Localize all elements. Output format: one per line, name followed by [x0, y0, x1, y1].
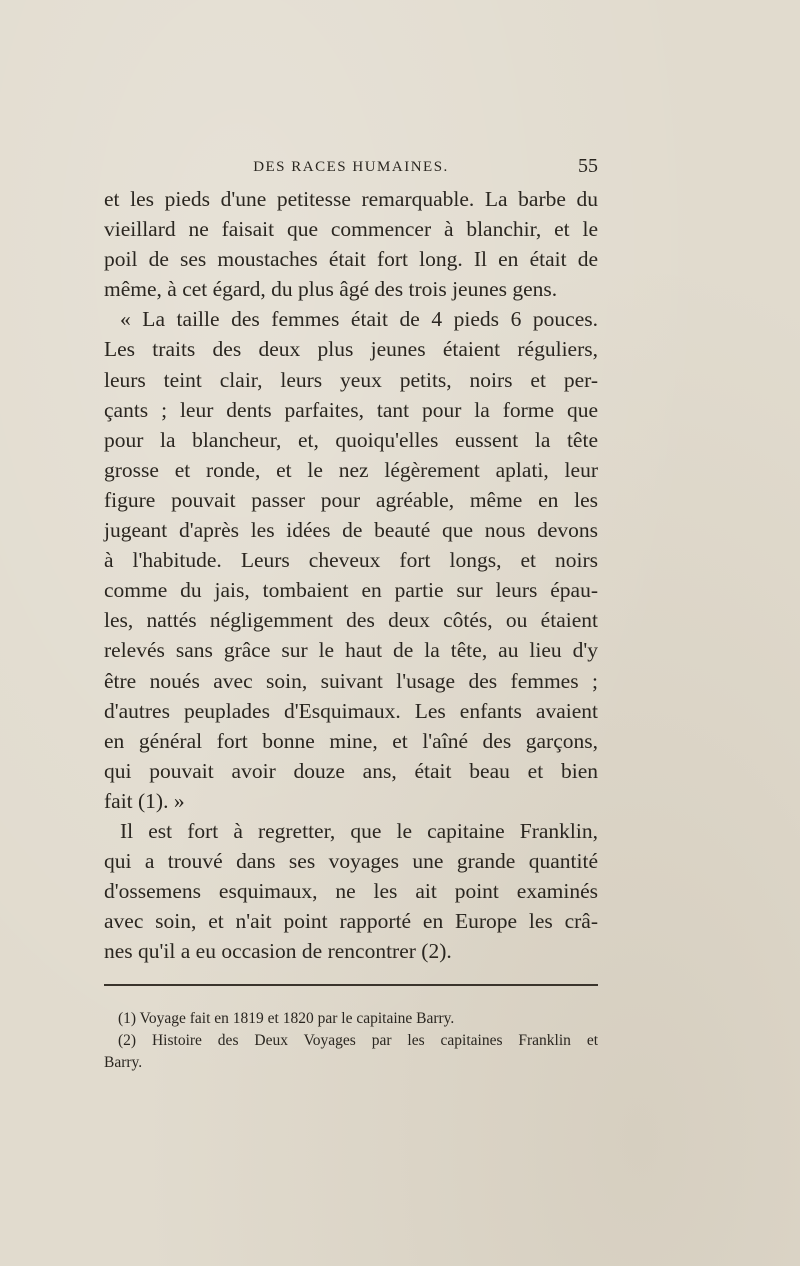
text-line: vieillard ne faisait que commencer à blanchir, et le [104, 217, 598, 242]
text-line: « La taille des femmes était de 4 pieds 6 pouces. [120, 307, 598, 332]
text-line: poil de ses moustaches était fort long. Il en était de [104, 247, 598, 272]
footnote-line: Barry. [104, 1054, 143, 1071]
text-line: nes qu'il a eu occasion de rencontrer (2). [104, 939, 452, 964]
text-line: à l'habitude. Leurs cheveux fort longs, et noirs [104, 548, 598, 573]
text-line: et les pieds d'une petitesse remarquable. La barbe du [104, 187, 598, 211]
text-line: qui a trouvé dans ses voyages une grande quantité [104, 849, 598, 874]
body-text [104, 184, 598, 966]
text-line: relevés sans grâce sur le haut de la tête, au lieu d'y [104, 638, 598, 663]
text-line: même, à cet égard, du plus âgé des trois jeunes gens. [104, 277, 558, 302]
text-line: grosse et ronde, et le nez légèrement aplati, leur [104, 457, 598, 482]
text-line: pour la blancheur, et, quoiqu'elles eussent la tête [104, 427, 598, 452]
text-line: Les traits des deux plus jeunes étaient réguliers, [104, 337, 598, 362]
footnote-divider [104, 984, 598, 986]
text-line: d'autres peuplades d'Esquimaux. Les enfants avaient [104, 698, 598, 723]
footnote-line: (1) Voyage fait en 1819 et 1820 par le capitaine Barry. [118, 1010, 455, 1027]
page-number: 55 [578, 155, 598, 177]
text-line: d'ossemens esquimaux, ne les ait point examinés [104, 879, 598, 904]
footnotes [104, 1008, 598, 1074]
running-title: DES RACES HUMAINES. [253, 159, 449, 175]
text-line: jugeant d'après les idées de beauté que nous devons [104, 518, 598, 543]
text-line: qui pouvait avoir douze ans, était beau et bien [104, 758, 598, 783]
footnote-line: (2) Histoire des Deux Voyages par les capitaines Franklin et [118, 1032, 598, 1049]
text-line: Il est fort à regretter, que le capitaine Franklin, [120, 818, 598, 843]
text-line: comme du jais, tombaient en partie sur leurs épau- [104, 578, 598, 603]
text-line: leurs teint clair, leurs yeux petits, noirs et per- [104, 367, 598, 392]
text-line: en général fort bonne mine, et l'aîné des garçons, [104, 728, 598, 753]
text-line: çants ; leur dents parfaites, tant pour la forme que [104, 397, 598, 422]
running-head [104, 155, 598, 181]
text-line: avec soin, et n'ait point rapporté en Europe les crâ- [104, 909, 598, 934]
text-line: fait (1). » [104, 788, 185, 813]
text-line: les, nattés négligemment des deux côtés, ou étaient [104, 608, 598, 633]
text-line: figure pouvait passer pour agréable, même en les [104, 487, 598, 512]
text-line: être noués avec soin, suivant l'usage des femmes ; [104, 668, 598, 693]
